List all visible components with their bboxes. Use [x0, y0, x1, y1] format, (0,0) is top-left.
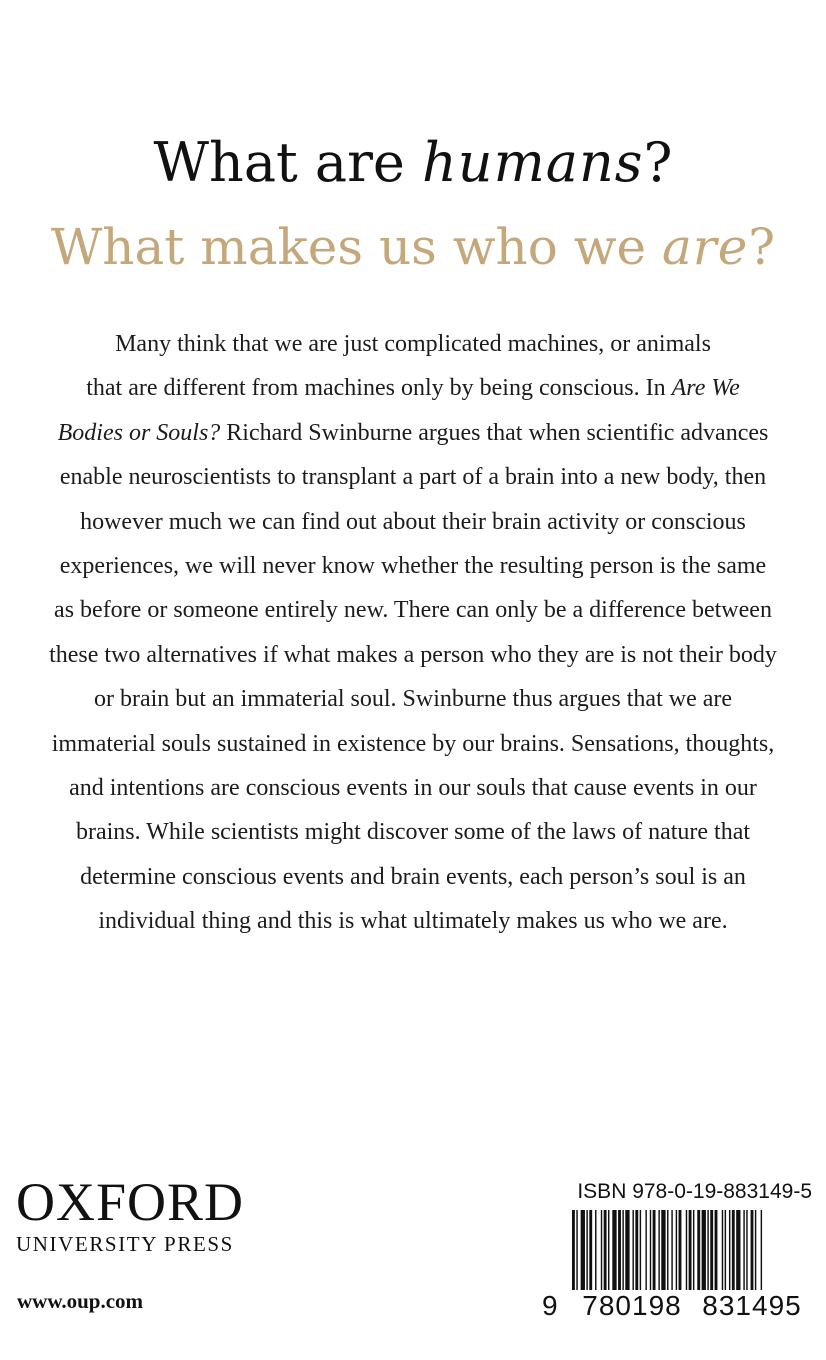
description-line: these two alternatives if what makes a person who they are is not their body — [49, 641, 777, 668]
barcode-icon — [542, 1210, 812, 1290]
headline-1-start: What are — [153, 131, 423, 194]
description-line: as before or someone entirely new. There can only be a difference between — [54, 597, 772, 624]
description-line: immaterial souls sustained in existence by our brains. Sensations, thoughts, — [51, 730, 775, 757]
headline-2-end: ? — [748, 218, 776, 276]
description-line: however much we can find out about their brain activity or conscious — [80, 508, 746, 535]
description-line: experiences, we will never know whether the resulting person is the same — [59, 553, 767, 580]
headline-2-emphasis: are — [661, 218, 749, 276]
publisher-url: www.oup.com — [17, 1289, 144, 1313]
isbn-digits-left: 780198 — [582, 1290, 682, 1321]
headline-1-end: ? — [643, 131, 673, 194]
description-line: enable neuroscientists to transplant a part of a brain into a new body, then — [59, 464, 767, 491]
book-description — [0, 322, 826, 944]
isbn-label: ISBN 978-0-19-883149-5 — [577, 1180, 812, 1203]
headline-1-emphasis: humans — [422, 131, 644, 194]
description-line: and intentions are conscious events in our souls that cause events in our — [69, 775, 757, 802]
description-line: brains. While scientists might discover some of the laws of nature that — [75, 819, 751, 846]
description-line: individual thing and this is what ultimately makes us who we are. — [98, 908, 728, 935]
headline-question-1 — [0, 128, 826, 198]
description-line: or brain but an immaterial soul. Swinburne thus argues that we are — [93, 686, 733, 713]
description-line — [0, 411, 826, 455]
book-title-italic: Are We — [671, 375, 740, 402]
isbn-digits — [542, 1290, 812, 1322]
publisher-logo — [16, 1174, 266, 1256]
isbn-digit-first: 9 — [542, 1290, 558, 1321]
publisher-name: OXFORD — [16, 1172, 245, 1232]
description-line — [0, 366, 826, 410]
description-line: Many think that we are just complicated machines, or animals — [115, 331, 711, 357]
isbn-barcode-block — [542, 1180, 812, 1322]
description-text: Richard Swinburne argues that when scientific advances — [220, 419, 769, 446]
book-title-italic: Bodies or Souls? — [57, 419, 221, 446]
publisher-subtitle: UNIVERSITY PRESS — [16, 1232, 234, 1256]
description-line: determine conscious events and brain events, each person’s soul is an — [80, 863, 746, 890]
headline-question-2 — [0, 214, 826, 280]
description-text: that are different from machines only by being conscious. In — [86, 375, 672, 402]
headline-2-start: What makes us who we — [50, 218, 662, 276]
isbn-digits-right: 831495 — [702, 1290, 802, 1321]
